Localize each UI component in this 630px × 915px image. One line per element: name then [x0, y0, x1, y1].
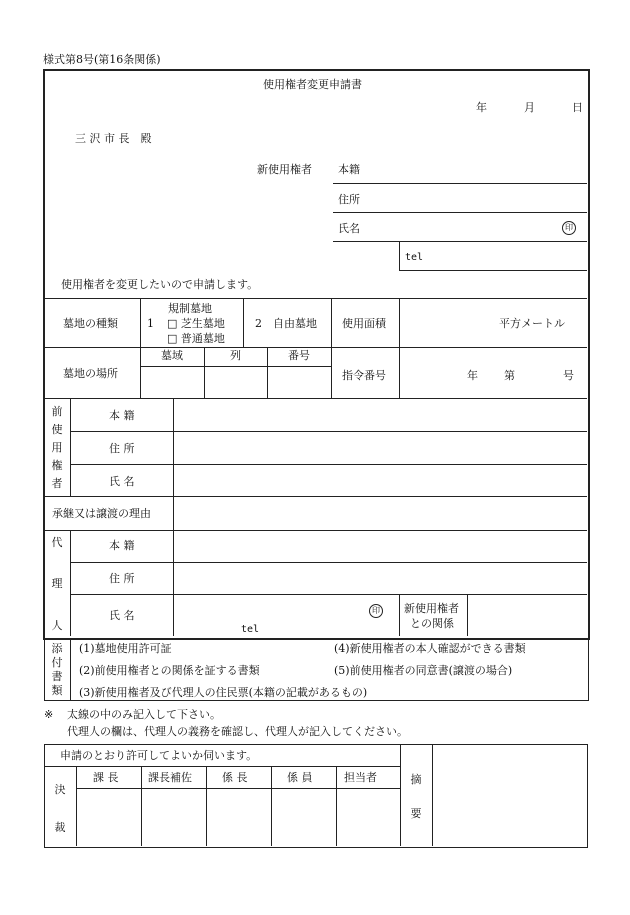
- new-user-honseki-line: [333, 183, 587, 184]
- prev-user-label-3: 用: [51, 441, 63, 454]
- grave-retsu-label: 列: [230, 349, 241, 362]
- agent-tel-label: tel: [241, 624, 260, 635]
- date-month: 月: [524, 101, 535, 114]
- tekiyo-char-2: 要: [410, 807, 422, 820]
- tekiyo-char-1: 摘: [410, 773, 422, 786]
- attachment-item-2: (2)前使用権者との関係を証する書類: [79, 664, 260, 677]
- attachment-item-4: (4)新使用権者の本人確認ができる書類: [334, 642, 526, 655]
- area-label: 使用面積: [342, 317, 386, 330]
- new-user-tel-divider: [399, 241, 400, 271]
- new-user-honseki-label: 本籍: [338, 163, 360, 176]
- kessai-char-1: 決: [54, 783, 66, 796]
- attachments-label-2: 付: [51, 656, 63, 669]
- new-user-jusho-label: 住所: [338, 193, 360, 206]
- agent-relation-divider-right: [467, 594, 468, 636]
- agent-label-2: 理: [51, 577, 63, 590]
- attachments-label-1: 添: [51, 642, 63, 655]
- new-user-label: 新使用権者: [257, 163, 312, 176]
- agent-relation-line2: との関係: [410, 617, 454, 630]
- addressee: 三 沢 市 長 殿: [75, 132, 152, 145]
- approval-role-2: 課長補佐: [148, 771, 192, 784]
- order-number-label: 指令番号: [342, 369, 386, 382]
- date-day: 日: [572, 101, 583, 114]
- grave-location-divider-a: [204, 347, 205, 398]
- new-user-tel-line: [400, 270, 587, 271]
- main-form-frame: [43, 69, 590, 640]
- prev-user-shimei-label: 氏 名: [109, 475, 135, 488]
- grave-bokiku-label: 墓域: [161, 349, 183, 362]
- grave-location-divider-b: [267, 347, 268, 398]
- note-line-1: 太線の中のみ記入して下さい。: [67, 708, 221, 721]
- agent-honseki-label: 本 籍: [109, 539, 135, 552]
- grave-bango-label: 番号: [288, 349, 310, 362]
- prev-user-label-divider: [70, 398, 71, 496]
- area-unit: 平方メートル: [499, 317, 565, 330]
- agent-label-1: 代: [51, 536, 63, 549]
- kessai-char-2: 裁: [54, 821, 66, 834]
- grave-location-subheader-line: [140, 366, 331, 367]
- agent-row-line-1: [70, 562, 587, 563]
- order-go: 号: [563, 369, 574, 382]
- approval-header: 申請のとおり許可してよいか伺います。: [60, 749, 258, 762]
- grave-col-divider-3: [331, 298, 332, 398]
- approval-tekiyo-right: [432, 744, 433, 846]
- attachments-label-4: 類: [51, 684, 63, 697]
- new-user-shimei-line: [333, 241, 587, 242]
- agent-relation-line1: 新使用権者: [404, 602, 459, 615]
- attachments-label-3: 書: [51, 670, 63, 683]
- approval-role-5: 担当者: [344, 771, 377, 784]
- agent-shimei-label: 氏 名: [109, 609, 135, 622]
- approval-col-divider-4: [336, 766, 337, 846]
- date-year: 年: [476, 101, 487, 114]
- prev-user-row-line-2: [70, 464, 587, 465]
- agent-jusho-label: 住 所: [109, 572, 135, 585]
- note-mark: ※: [44, 708, 54, 721]
- reason-label: 承継又は譲渡の理由: [52, 507, 151, 520]
- grave-option-jiyu[interactable]: 2 自由墓地: [255, 317, 317, 330]
- prev-user-label-5: 者: [51, 477, 63, 490]
- grave-type-label: 墓地の種類: [63, 317, 118, 330]
- note-line-2: 代理人の欄は、代理人の義務を確認し、代理人が記入してください。: [67, 725, 408, 738]
- approval-col-divider-2: [206, 766, 207, 846]
- approval-kessai-divider: [76, 766, 77, 846]
- new-user-tel-label: tel: [405, 252, 424, 263]
- attachment-item-1: (1)墓地使用許可証: [79, 642, 172, 655]
- attachments-label-divider: [70, 638, 71, 701]
- attachment-item-5: (5)前使用権者の同意書(譲渡の場合): [334, 664, 513, 677]
- new-user-seal-icon: 印: [562, 221, 576, 235]
- approval-col-divider-1: [141, 766, 142, 846]
- form-title: 使用権者変更申請書: [263, 78, 362, 91]
- approval-role-4: 係 員: [287, 771, 313, 784]
- grave-location-label: 墓地の場所: [63, 367, 118, 380]
- grave-regulated: 規制墓地: [168, 302, 212, 315]
- agent-row-line-2: [70, 594, 587, 595]
- approval-role-3: 係 長: [222, 771, 248, 784]
- prev-user-label-2: 使: [51, 423, 63, 436]
- prev-user-label-4: 権: [51, 459, 63, 472]
- new-user-jusho-line: [333, 212, 587, 213]
- form-number: 様式第8号(第16条関係): [43, 53, 161, 66]
- request-sentence: 使用権者を変更したいので申請します。: [61, 278, 259, 291]
- grave-section-top: [44, 298, 587, 299]
- grave-col-divider-2: [243, 298, 244, 347]
- approval-tekiyo-left: [400, 744, 401, 846]
- agent-relation-divider-left: [399, 594, 400, 636]
- prev-user-bottom: [44, 496, 587, 497]
- prev-user-jusho-label: 住 所: [109, 442, 135, 455]
- order-year: 年: [467, 369, 478, 382]
- agent-seal-icon: 印: [369, 604, 383, 618]
- agent-label-divider: [70, 530, 71, 636]
- attachment-item-3: (3)新使用権者及び代理人の住民票(本籍の記載があるもの): [79, 686, 368, 699]
- reason-bottom: [44, 530, 587, 531]
- grave-option-shibafu[interactable]: □ 芝生墓地: [167, 317, 225, 330]
- approval-header-line: [44, 766, 400, 767]
- new-user-shimei-label: 氏名: [338, 222, 360, 235]
- grave-col-divider-1: [140, 298, 141, 398]
- grave-type-bottom: [44, 347, 587, 348]
- grave-option1-number: 1: [147, 317, 154, 330]
- grave-location-bottom: [44, 398, 587, 399]
- prev-user-honseki-label: 本 籍: [109, 409, 135, 422]
- prev-user-label-1: 前: [51, 405, 63, 418]
- order-dai: 第: [504, 369, 515, 382]
- prev-user-row-line-1: [70, 431, 587, 432]
- agent-label-3: 人: [51, 619, 63, 632]
- approval-role-1: 課 長: [93, 771, 119, 784]
- grave-col-divider-4: [399, 298, 400, 398]
- grave-option-futsu[interactable]: □ 普通墓地: [167, 332, 225, 345]
- approval-col-divider-3: [271, 766, 272, 846]
- prev-user-value-divider: [173, 398, 174, 636]
- approval-role-line: [76, 788, 400, 789]
